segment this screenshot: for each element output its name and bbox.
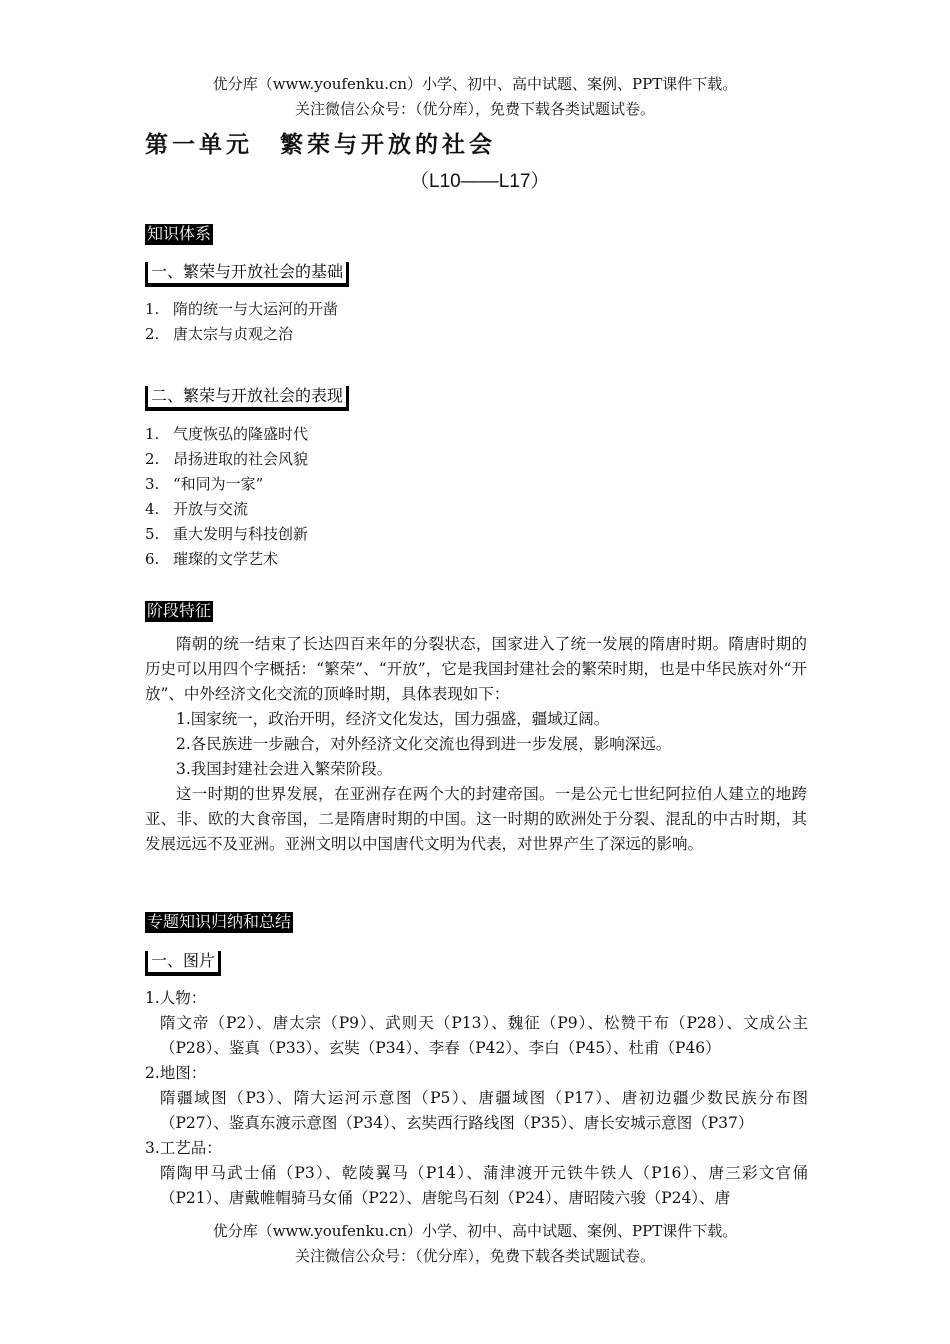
stage-point-2: 2.各民族进一步融合，对外经济文化交流也得到进一步发展，影响深远。: [176, 735, 672, 753]
footer-line-1: 优分库（www.youfenku.cn）小学、初中、高中试题、案例、PPT课件下载。: [212, 1222, 738, 1240]
list-item: 6. 璀璨的文学艺术: [145, 550, 279, 568]
group-body-people: 隋文帝（P2）、唐太宗（P9）、武则天（P13）、魏征（P9）、松赞干布（P28）、文成公主（P28）、鉴真（P33）、玄奘（P34）、李春（P42）、李白（P45）、杜甫（P46）: [160, 1014, 808, 1057]
unit-subtitle: （L10——L17）: [410, 171, 550, 192]
list-item: 4. 开放与交流: [145, 500, 249, 518]
list-item: 5. 重大发明与科技创新: [145, 525, 309, 543]
list-item: 2. 唐太宗与贞观之治: [145, 325, 294, 343]
group-heading-crafts: 3.工艺品：: [145, 1139, 222, 1157]
section1-heading: 一、繁荣与开放社会的基础: [145, 262, 349, 287]
group-body-crafts: 隋陶甲马武士俑（P3）、乾陵翼马（P14）、蒲津渡开元铁牛铁人（P16）、唐三彩文官俑（P21）、唐戴帷帽骑马女俑（P22）、唐鸵鸟石刻（P24）、唐昭陵六骏（P24）、唐: [160, 1164, 808, 1207]
header-line-2: 关注微信公众号：（优分库），免费下载各类试题试卷。: [294, 100, 655, 118]
section2-list: [145, 422, 308, 572]
summary-label: 专题知识归纳和总结: [147, 914, 292, 931]
header-line-1: 优分库（www.youfenku.cn）小学、初中、高中试题、案例、PPT课件下载。: [212, 75, 738, 93]
section1-list: [145, 297, 338, 347]
unit-title: 第一单元 繁荣与开放的社会: [145, 131, 496, 158]
footer-line-2: 关注微信公众号：（优分库），免费下载各类试题试卷。: [294, 1247, 655, 1265]
list-item: 1. 隋的统一与大运河的开凿: [145, 300, 339, 318]
group-heading-maps: 2.地图：: [145, 1064, 207, 1082]
list-item: 2. 昂扬进取的社会风貌: [145, 450, 309, 468]
group-body-maps: 隋疆域图（P3）、隋大运河示意图（P5）、唐疆域图（P17）、唐初边疆少数民族分布图（P27）、鉴真东渡示意图（P34）、玄奘西行路线图（P35）、唐长安城示意图（P37）: [160, 1089, 808, 1132]
knowledge-system-label: 知识体系: [147, 226, 212, 243]
stage-features-label: 阶段特征: [147, 603, 212, 620]
list-item: 3. “和同为一家”: [145, 475, 264, 493]
stage-paragraph-1: 隋朝的统一结束了长达四百来年的分裂状态，国家进入了统一发展的隋唐时期。隋唐时期的历史可以用四个字概括：“繁荣”、“开放”，它是我国封建社会的繁荣时期，也是中华民族对外“开放”、中外经济文化交流的顶峰时期，具体表现如下：: [145, 635, 807, 703]
section2-heading: 二、繁荣与开放社会的表现: [145, 386, 349, 411]
summary-section1-heading: 一、图片: [145, 951, 221, 976]
stage-point-3: 3.我国封建社会进入繁荣阶段。: [176, 760, 393, 778]
group-heading-people: 1.人物：: [145, 989, 207, 1007]
list-item: 1. 气度恢弘的隆盛时代: [145, 425, 309, 443]
stage-paragraph-2: 这一时期的世界发展，在亚洲存在两个大的封建帝国。一是公元七世纪阿拉伯人建立的地跨亚、非、欧的大食帝国，二是隋唐时期的中国。这一时期的欧洲处于分裂、混乱的中古时期，其发展远远不及亚洲。亚洲文明以中国唐代文明为代表，对世界产生了深远的影响。: [145, 785, 807, 853]
stage-point-1: 1.国家统一，政治开明，经济文化发达，国力强盛，疆域辽阔。: [176, 710, 610, 728]
